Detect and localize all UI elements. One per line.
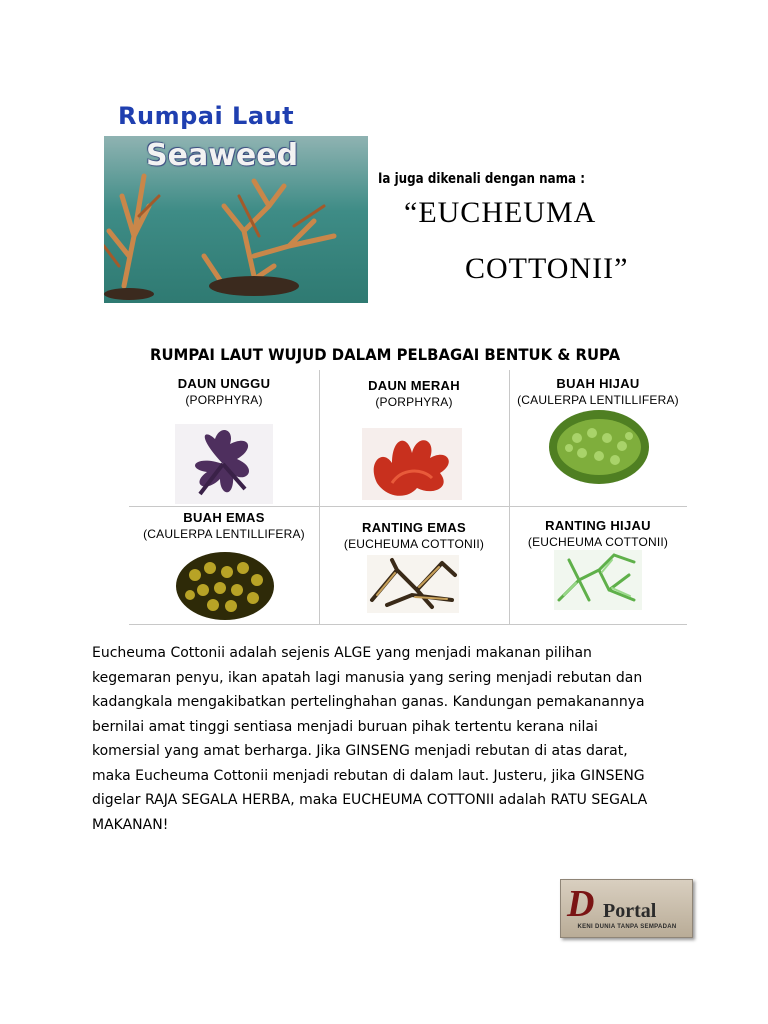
variety-cell <box>509 376 687 407</box>
hero-subtitle: Seaweed <box>146 138 299 173</box>
section-title: RUMPAI LAUT WUJUD DALAM PELBAGAI BENTUK & RUPA <box>150 345 621 364</box>
variety-name: DAUN UNGGU <box>177 376 271 391</box>
golden-grape-seaweed-image <box>175 550 275 622</box>
variety-cell <box>509 518 687 549</box>
scientific-name-line-1: “EUCHEUMA <box>404 196 597 229</box>
logo-letter: D <box>567 883 595 925</box>
description-paragraph <box>92 641 692 837</box>
variety-scientific-name: (EUCHEUMA COTTONII) <box>343 537 485 551</box>
description-line: digelar RAJA SEGALA HERBA, maka EUCHEUMA COTTONII adalah RATU SEGALA <box>92 792 648 808</box>
variety-scientific-name: (EUCHEUMA COTTONII) <box>527 535 669 549</box>
description-line: maka Eucheuma Cottonii menjadi rebutan di dalam laut. Justeru, jika GINSENG <box>92 767 645 784</box>
variety-cell <box>319 378 509 409</box>
description-line: bernilai amat tinggi sentiasa menjadi buruan pihak tertentu kerana nilai <box>92 718 598 735</box>
variety-scientific-name: (PORPHYRA) <box>375 395 453 409</box>
description-line: kadangkala mengakibatkan pertelinghahan ganas. Kandungan pemakanannya <box>92 694 645 710</box>
variety-grid <box>129 370 687 625</box>
variety-cell <box>129 510 319 541</box>
hero-title: Rumpai Laut <box>118 102 295 130</box>
green-grape-seaweed-image <box>547 408 651 486</box>
variety-cell <box>319 520 509 551</box>
variety-cell <box>129 376 319 407</box>
red-leaf-seaweed-image <box>362 428 462 500</box>
variety-name: BUAH HIJAU <box>556 376 640 391</box>
variety-name: RANTING HIJAU <box>545 518 651 533</box>
golden-branch-seaweed-image <box>367 555 459 613</box>
variety-name: RANTING EMAS <box>362 520 466 535</box>
description-line: MAKANAN! <box>92 816 169 833</box>
d-portal-logo <box>560 879 693 938</box>
grid-divider <box>129 624 687 625</box>
variety-scientific-name: (PORPHYRA) <box>185 393 263 407</box>
green-branch-seaweed-image <box>554 550 642 610</box>
grid-divider <box>509 370 510 625</box>
description-line: kegemaran penyu, ikan apatah lagi manusia yang sering menjadi rebutan dan <box>92 669 643 686</box>
logo-word: Portal <box>603 900 657 922</box>
logo-tagline: KENI DUNIA TANPA SEMPADAN <box>577 924 677 930</box>
description-line: komersial yang amat berharga. Jika GINSENG menjadi rebutan di atas darat, <box>92 743 628 759</box>
grid-divider <box>129 506 687 507</box>
purple-leaf-seaweed-image <box>175 424 273 504</box>
variety-scientific-name: (CAULERPA LENTILLIFERA) <box>517 393 679 407</box>
variety-name: BUAH EMAS <box>183 510 265 525</box>
known-as-label: Ia juga dikenali dengan nama : <box>378 171 585 187</box>
scientific-name-line-2: COTTONII” <box>465 252 629 285</box>
description-line: Eucheuma Cottonii adalah sejenis ALGE yang menjadi makanan pilihan <box>92 645 592 661</box>
variety-name: DAUN MERAH <box>368 378 460 393</box>
variety-scientific-name: (CAULERPA LENTILLIFERA) <box>143 527 305 541</box>
